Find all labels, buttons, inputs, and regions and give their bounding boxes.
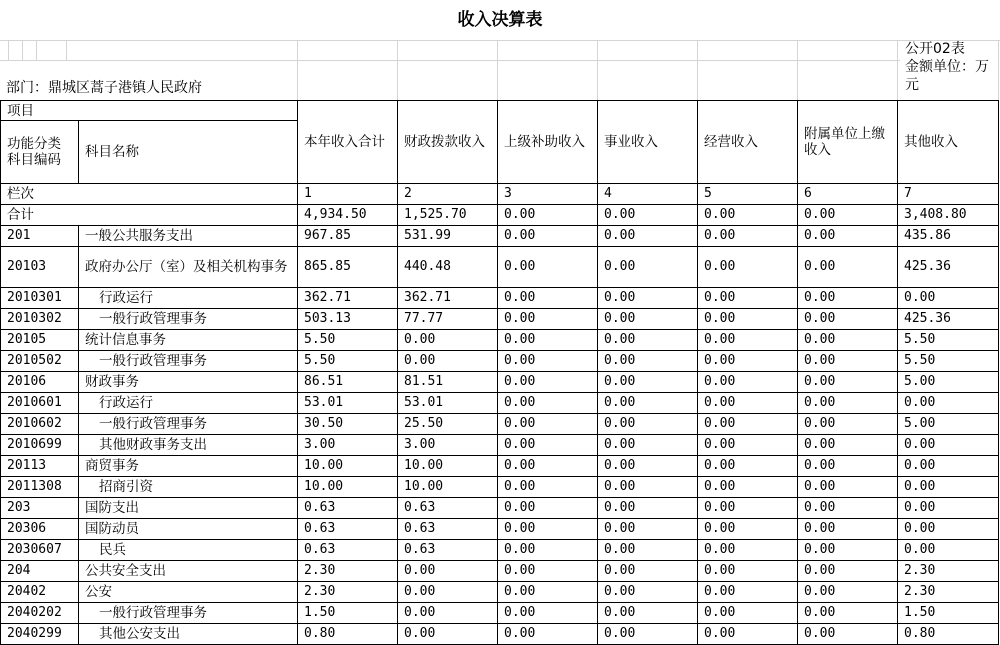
row-value: 0.00 bbox=[798, 414, 898, 435]
row-value: 0.00 bbox=[798, 226, 898, 247]
row-value: 0.00 bbox=[798, 330, 898, 351]
table-row bbox=[1, 226, 999, 247]
gridline bbox=[297, 40, 298, 100]
gridline bbox=[66, 40, 67, 60]
gridline bbox=[397, 40, 398, 100]
row-value: 0.00 bbox=[698, 414, 798, 435]
header-col-5: 经营收入 bbox=[698, 101, 798, 184]
row-value: 0.00 bbox=[598, 393, 698, 414]
gridline bbox=[497, 40, 498, 100]
row-value: 0.00 bbox=[698, 309, 798, 330]
form-meta bbox=[905, 40, 997, 94]
table-row bbox=[1, 582, 999, 603]
row-value: 0.00 bbox=[698, 624, 798, 645]
row-value: 86.51 bbox=[298, 372, 398, 393]
header-item: 项目 bbox=[1, 101, 298, 121]
row-value: 0.00 bbox=[798, 624, 898, 645]
row-value: 0.00 bbox=[498, 330, 598, 351]
row-value: 0.00 bbox=[698, 393, 798, 414]
row-value: 3.00 bbox=[398, 435, 498, 456]
header-col-6: 附属单位上缴收入 bbox=[798, 101, 898, 184]
row-value: 0.00 bbox=[798, 435, 898, 456]
header-col-3: 上级补助收入 bbox=[498, 101, 598, 184]
row-value: 362.71 bbox=[398, 288, 498, 309]
row-value: 25.50 bbox=[398, 414, 498, 435]
row-value: 0.00 bbox=[898, 498, 999, 519]
row-name: 行政运行 bbox=[79, 393, 298, 414]
row-value: 0.80 bbox=[898, 624, 999, 645]
row-value: 0.00 bbox=[398, 561, 498, 582]
row-value: 0.63 bbox=[298, 498, 398, 519]
row-value: 0.00 bbox=[498, 561, 598, 582]
table-row bbox=[1, 540, 999, 561]
income-table bbox=[0, 100, 999, 645]
row-value: 0.63 bbox=[298, 540, 398, 561]
gridline bbox=[597, 40, 598, 100]
row-value: 0.00 bbox=[598, 414, 698, 435]
table-row bbox=[1, 247, 999, 288]
row-value: 0.00 bbox=[698, 372, 798, 393]
row-value: 0.00 bbox=[598, 435, 698, 456]
row-value: 0.00 bbox=[398, 624, 498, 645]
row-value: 2.30 bbox=[898, 582, 999, 603]
row-value: 0.00 bbox=[498, 414, 598, 435]
row-value: 0.00 bbox=[498, 540, 598, 561]
row-name: 一般行政管理事务 bbox=[79, 351, 298, 372]
row-value: 0.00 bbox=[598, 603, 698, 624]
row-code: 2040202 bbox=[1, 603, 79, 624]
row-value: 0.00 bbox=[498, 456, 598, 477]
row-value: 1.50 bbox=[898, 603, 999, 624]
table-row bbox=[1, 456, 999, 477]
row-value: 531.99 bbox=[398, 226, 498, 247]
row-value: 0.80 bbox=[298, 624, 398, 645]
row-value: 0.00 bbox=[798, 372, 898, 393]
row-code: 2040299 bbox=[1, 624, 79, 645]
total-value: 0.00 bbox=[598, 205, 698, 226]
table-row bbox=[1, 498, 999, 519]
row-value: 0.00 bbox=[598, 561, 698, 582]
row-value: 0.00 bbox=[898, 477, 999, 498]
row-code: 20306 bbox=[1, 519, 79, 540]
header-col-7: 其他收入 bbox=[898, 101, 999, 184]
row-value: 0.00 bbox=[598, 477, 698, 498]
row-value: 0.00 bbox=[798, 498, 898, 519]
row-value: 30.50 bbox=[298, 414, 398, 435]
row-value: 0.00 bbox=[398, 603, 498, 624]
row-value: 0.00 bbox=[698, 351, 798, 372]
row-value: 0.63 bbox=[398, 498, 498, 519]
header-col-1: 本年收入合计 bbox=[298, 101, 398, 184]
row-name: 统计信息事务 bbox=[79, 330, 298, 351]
table-row bbox=[1, 393, 999, 414]
table-row bbox=[1, 351, 999, 372]
row-value: 2.30 bbox=[898, 561, 999, 582]
row-code: 2010301 bbox=[1, 288, 79, 309]
row-value: 0.00 bbox=[598, 247, 698, 288]
row-value: 0.00 bbox=[898, 393, 999, 414]
row-value: 0.00 bbox=[498, 372, 598, 393]
row-name: 公安 bbox=[79, 582, 298, 603]
row-value: 0.00 bbox=[698, 561, 798, 582]
column-index: 1 bbox=[298, 184, 398, 205]
row-value: 0.00 bbox=[798, 603, 898, 624]
row-code: 20106 bbox=[1, 372, 79, 393]
row-code: 20402 bbox=[1, 582, 79, 603]
row-name: 民兵 bbox=[79, 540, 298, 561]
row-value: 3.00 bbox=[298, 435, 398, 456]
row-value: 81.51 bbox=[398, 372, 498, 393]
header-col-2: 财政拨款收入 bbox=[398, 101, 498, 184]
row-value: 0.00 bbox=[598, 330, 698, 351]
row-value: 0.00 bbox=[498, 624, 598, 645]
header-col-4: 事业收入 bbox=[598, 101, 698, 184]
row-value: 0.00 bbox=[798, 540, 898, 561]
row-code: 20103 bbox=[1, 247, 79, 288]
row-value: 425.36 bbox=[898, 309, 999, 330]
gridline bbox=[22, 40, 23, 60]
row-value: 0.00 bbox=[498, 288, 598, 309]
row-value: 0.63 bbox=[398, 519, 498, 540]
row-code: 2010602 bbox=[1, 414, 79, 435]
row-value: 10.00 bbox=[398, 456, 498, 477]
row-value: 0.00 bbox=[598, 288, 698, 309]
row-code: 201 bbox=[1, 226, 79, 247]
row-value: 0.00 bbox=[498, 309, 598, 330]
row-value: 503.13 bbox=[298, 309, 398, 330]
row-value: 0.00 bbox=[498, 498, 598, 519]
row-name: 商贸事务 bbox=[79, 456, 298, 477]
gridline bbox=[897, 40, 898, 100]
row-value: 0.00 bbox=[398, 351, 498, 372]
row-code: 20105 bbox=[1, 330, 79, 351]
total-value: 0.00 bbox=[798, 205, 898, 226]
row-name: 招商引资 bbox=[79, 477, 298, 498]
row-value: 0.00 bbox=[698, 330, 798, 351]
row-value: 53.01 bbox=[398, 393, 498, 414]
row-code: 203 bbox=[1, 498, 79, 519]
row-value: 0.00 bbox=[798, 309, 898, 330]
row-value: 0.00 bbox=[498, 351, 598, 372]
row-value: 0.00 bbox=[798, 288, 898, 309]
row-name: 财政事务 bbox=[79, 372, 298, 393]
row-value: 0.00 bbox=[898, 540, 999, 561]
row-value: 0.00 bbox=[798, 247, 898, 288]
row-name: 政府办公厅（室）及相关机构事务 bbox=[79, 247, 298, 288]
row-value: 0.00 bbox=[598, 498, 698, 519]
row-value: 0.00 bbox=[498, 393, 598, 414]
unit-label-line1: 金额单位：万 bbox=[905, 59, 989, 75]
row-value: 0.00 bbox=[598, 309, 698, 330]
row-value: 425.36 bbox=[898, 247, 999, 288]
row-code: 2011308 bbox=[1, 477, 79, 498]
row-value: 0.00 bbox=[698, 540, 798, 561]
row-value: 0.00 bbox=[698, 519, 798, 540]
table-row bbox=[1, 288, 999, 309]
row-value: 0.00 bbox=[898, 519, 999, 540]
table-row bbox=[1, 477, 999, 498]
row-value: 77.77 bbox=[398, 309, 498, 330]
row-value: 0.63 bbox=[298, 519, 398, 540]
gridline bbox=[8, 40, 9, 60]
row-value: 0.00 bbox=[498, 477, 598, 498]
column-index: 5 bbox=[698, 184, 798, 205]
column-index: 2 bbox=[398, 184, 498, 205]
row-name: 其他财政事务支出 bbox=[79, 435, 298, 456]
row-code: 2010502 bbox=[1, 351, 79, 372]
table-row bbox=[1, 603, 999, 624]
table-row bbox=[1, 309, 999, 330]
row-value: 0.00 bbox=[798, 519, 898, 540]
row-value: 5.50 bbox=[898, 330, 999, 351]
row-value: 0.00 bbox=[898, 435, 999, 456]
row-name: 其他公安支出 bbox=[79, 624, 298, 645]
row-value: 865.85 bbox=[298, 247, 398, 288]
row-value: 0.00 bbox=[698, 226, 798, 247]
table-row bbox=[1, 624, 999, 645]
table-row bbox=[1, 519, 999, 540]
total-value: 0.00 bbox=[498, 205, 598, 226]
row-value: 0.00 bbox=[898, 456, 999, 477]
page-title: 收入决算表 bbox=[457, 10, 543, 30]
header-code: 功能分类科目编码 bbox=[1, 121, 79, 184]
row-value: 10.00 bbox=[398, 477, 498, 498]
header-name: 科目名称 bbox=[79, 121, 298, 184]
column-index: 7 bbox=[898, 184, 999, 205]
total-value: 0.00 bbox=[698, 205, 798, 226]
row-value: 0.00 bbox=[498, 582, 598, 603]
row-value: 0.00 bbox=[598, 519, 698, 540]
total-value: 1,525.70 bbox=[398, 205, 498, 226]
column-index: 3 bbox=[498, 184, 598, 205]
column-index-label: 栏次 bbox=[1, 184, 298, 205]
row-code: 2010699 bbox=[1, 435, 79, 456]
row-value: 0.00 bbox=[798, 582, 898, 603]
row-value: 0.00 bbox=[398, 330, 498, 351]
row-value: 5.50 bbox=[898, 351, 999, 372]
column-index: 4 bbox=[598, 184, 698, 205]
row-value: 0.00 bbox=[698, 288, 798, 309]
table-row bbox=[1, 435, 999, 456]
row-value: 0.00 bbox=[798, 561, 898, 582]
row-value: 0.00 bbox=[798, 456, 898, 477]
row-code: 2010601 bbox=[1, 393, 79, 414]
table-row bbox=[1, 561, 999, 582]
row-value: 0.00 bbox=[498, 247, 598, 288]
row-value: 0.00 bbox=[498, 435, 598, 456]
row-value: 0.00 bbox=[598, 226, 698, 247]
table-row bbox=[1, 414, 999, 435]
row-value: 0.00 bbox=[698, 582, 798, 603]
row-name: 一般行政管理事务 bbox=[79, 603, 298, 624]
row-value: 0.00 bbox=[698, 435, 798, 456]
row-name: 公共安全支出 bbox=[79, 561, 298, 582]
row-value: 0.00 bbox=[798, 477, 898, 498]
row-value: 5.00 bbox=[898, 372, 999, 393]
row-value: 0.00 bbox=[398, 582, 498, 603]
row-name: 一般行政管理事务 bbox=[79, 414, 298, 435]
row-name: 国防支出 bbox=[79, 498, 298, 519]
row-value: 10.00 bbox=[298, 456, 398, 477]
row-value: 0.00 bbox=[498, 519, 598, 540]
row-value: 1.50 bbox=[298, 603, 398, 624]
total-label: 合计 bbox=[1, 205, 298, 226]
row-value: 0.00 bbox=[598, 456, 698, 477]
gridline bbox=[998, 40, 999, 100]
row-value: 0.00 bbox=[898, 288, 999, 309]
row-value: 440.48 bbox=[398, 247, 498, 288]
row-value: 0.00 bbox=[698, 247, 798, 288]
row-name: 行政运行 bbox=[79, 288, 298, 309]
total-value: 4,934.50 bbox=[298, 205, 398, 226]
row-value: 967.85 bbox=[298, 226, 398, 247]
row-code: 2010302 bbox=[1, 309, 79, 330]
total-value: 3,408.80 bbox=[898, 205, 999, 226]
row-value: 0.00 bbox=[598, 624, 698, 645]
row-value: 435.86 bbox=[898, 226, 999, 247]
row-value: 0.00 bbox=[498, 226, 598, 247]
row-value: 5.50 bbox=[298, 351, 398, 372]
row-code: 204 bbox=[1, 561, 79, 582]
gridline bbox=[697, 40, 698, 100]
table-row bbox=[1, 372, 999, 393]
row-value: 0.00 bbox=[698, 477, 798, 498]
row-value: 0.00 bbox=[598, 351, 698, 372]
row-value: 0.00 bbox=[798, 393, 898, 414]
row-name: 一般公共服务支出 bbox=[79, 226, 298, 247]
row-value: 0.00 bbox=[498, 603, 598, 624]
row-value: 0.00 bbox=[798, 351, 898, 372]
row-value: 5.00 bbox=[898, 414, 999, 435]
form-number: 公开02表 bbox=[905, 41, 965, 57]
row-value: 0.00 bbox=[598, 540, 698, 561]
row-value: 0.63 bbox=[398, 540, 498, 561]
row-value: 5.50 bbox=[298, 330, 398, 351]
row-value: 0.00 bbox=[698, 456, 798, 477]
row-value: 0.00 bbox=[598, 582, 698, 603]
unit-label-line2: 元 bbox=[905, 77, 919, 93]
column-index: 6 bbox=[798, 184, 898, 205]
row-value: 53.01 bbox=[298, 393, 398, 414]
row-value: 0.00 bbox=[598, 372, 698, 393]
gridline bbox=[0, 40, 1000, 41]
gridline bbox=[36, 40, 37, 60]
table-row bbox=[1, 330, 999, 351]
row-value: 362.71 bbox=[298, 288, 398, 309]
row-code: 20113 bbox=[1, 456, 79, 477]
row-value: 10.00 bbox=[298, 477, 398, 498]
row-value: 0.00 bbox=[698, 603, 798, 624]
row-name: 一般行政管理事务 bbox=[79, 309, 298, 330]
row-name: 国防动员 bbox=[79, 519, 298, 540]
gridline bbox=[0, 60, 900, 61]
department-label: 部门：鼎城区蒿子港镇人民政府 bbox=[6, 80, 202, 96]
row-value: 2.30 bbox=[298, 561, 398, 582]
row-value: 0.00 bbox=[698, 498, 798, 519]
row-code: 2030607 bbox=[1, 540, 79, 561]
row-value: 2.30 bbox=[298, 582, 398, 603]
gridline bbox=[797, 40, 798, 100]
